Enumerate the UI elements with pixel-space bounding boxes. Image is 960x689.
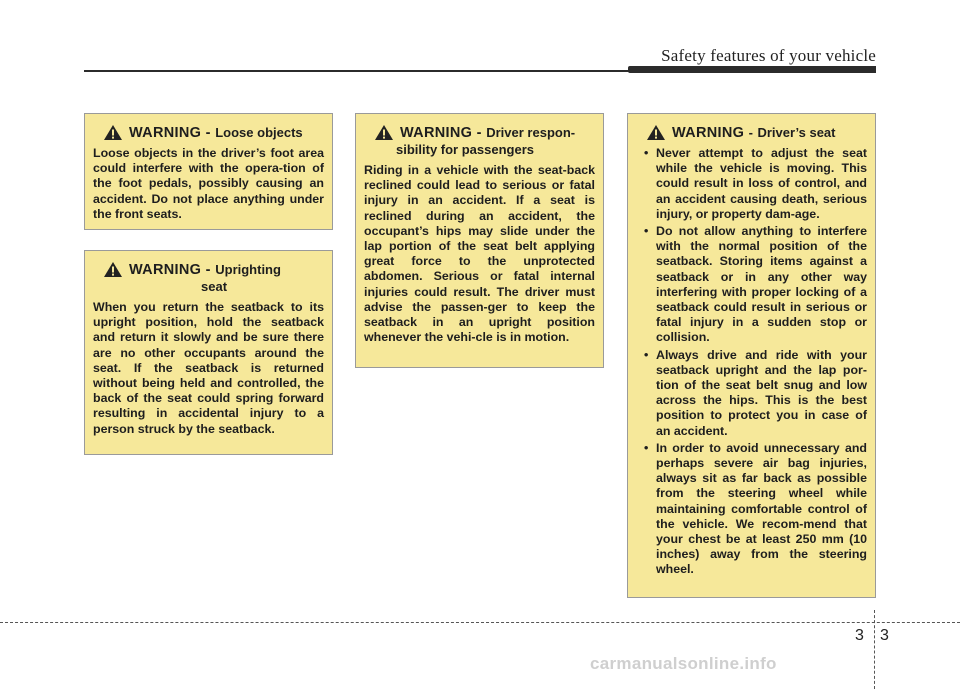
bullet-glyph: •: [644, 440, 649, 455]
watermark: carmanualsonline.info: [590, 654, 777, 673]
warning-word: WARNING: [129, 125, 202, 141]
warning-heading: [93, 261, 324, 279]
warning-word: WARNING: [129, 262, 202, 278]
list-item: [636, 224, 867, 346]
warning-separator: -: [205, 125, 211, 141]
footer-divider: [874, 610, 875, 689]
warning-box-drivers-seat: [627, 113, 876, 598]
warning-word: WARNING: [400, 125, 473, 141]
list-item: [636, 146, 867, 222]
warning-triangle-icon: [646, 124, 666, 141]
bullet-text: Always drive and ride with your seatback upright and the lap por-tion of the seat belt snug and low across the hips. This is the best position to protect you in case of an accident.: [656, 347, 867, 438]
list-item: [636, 348, 867, 439]
bullet-text: Never attempt to adjust the seat while the vehicle is moving. This could result in loss of control, and an accident causing death, serious injury, or property dam-age.: [656, 146, 867, 221]
bullet-text: In order to avoid unnecessary and perhaps severe air bag injuries, always sit as far back as possible from the steering wheel while maintaining comfortable control of the vehicle. We recom-mend that your chest be at least 250 mm (10 inches) away from the steering wheel.: [656, 440, 867, 577]
warning-box-uprighting-seat: [84, 250, 333, 455]
warning-separator: -: [205, 262, 211, 278]
warning-body: Loose objects in the driver’s foot area could interfere with the opera-tion of the foot pedals, possibly causing an accident. Do not place anything under the front seats.: [93, 146, 324, 221]
bullet-glyph: •: [644, 224, 649, 239]
warning-heading: [93, 124, 324, 142]
warning-triangle-icon: [103, 124, 123, 141]
page-number: 3: [880, 627, 889, 644]
footer-rule: [0, 622, 960, 623]
warning-separator: -: [748, 125, 753, 140]
section-title: Safety features of your vehicle: [661, 46, 876, 65]
warning-body: Riding in a vehicle with the seat-back reclined could lead to serious or fatal injury in an accident. If a seat is reclined during an accident, the occupant’s hips may slide under the lap portion of the seat belt applying great force to the unprotected abdomen. Serious or fatal internal injuries could result. The driver must advise the passen-ger to keep the seatback in an upright position whenever the vehi-cle is in motion.: [364, 163, 595, 345]
warning-heading: [364, 124, 595, 142]
chapter-number: 3: [855, 627, 864, 644]
warning-box-driver-responsibility: [355, 113, 604, 368]
warning-heading: [636, 124, 867, 142]
bullet-glyph: •: [644, 146, 649, 160]
bullet-glyph: •: [644, 347, 649, 362]
bullet-text: Do not allow anything to interfere with the normal position of the seatback. Storing items against a seatback or in any other way interfering with proper locking of a seatback could result in serious or fatal injury in a sudden stop or collision.: [656, 224, 867, 345]
warning-bullet-list: [636, 146, 867, 578]
warning-triangle-icon: [374, 124, 394, 141]
warning-word: WARNING: [672, 125, 745, 141]
header-rule-accent: [628, 66, 876, 73]
warning-subject: Driver respon-: [486, 125, 576, 140]
warning-subject: Uprighting: [215, 262, 281, 277]
warning-separator: -: [476, 125, 482, 141]
warning-box-loose-objects: [84, 113, 333, 230]
warning-subject: Loose objects: [215, 125, 303, 140]
list-item: [636, 441, 867, 578]
warning-subject-continued: seat: [201, 279, 228, 294]
warning-subject: Driver’s seat: [757, 125, 836, 140]
warning-subject-continued: sibility for passengers: [396, 142, 534, 157]
warning-triangle-icon: [103, 261, 123, 278]
warning-body: When you return the seatback to its upright position, hold the seatback and return it slowly and be sure there are no other occupants around the seat. If the seatback is returned without being held and controlled, the back of the seat could spring forward resulting in accidental injury to a person struck by the seatback.: [93, 300, 324, 436]
